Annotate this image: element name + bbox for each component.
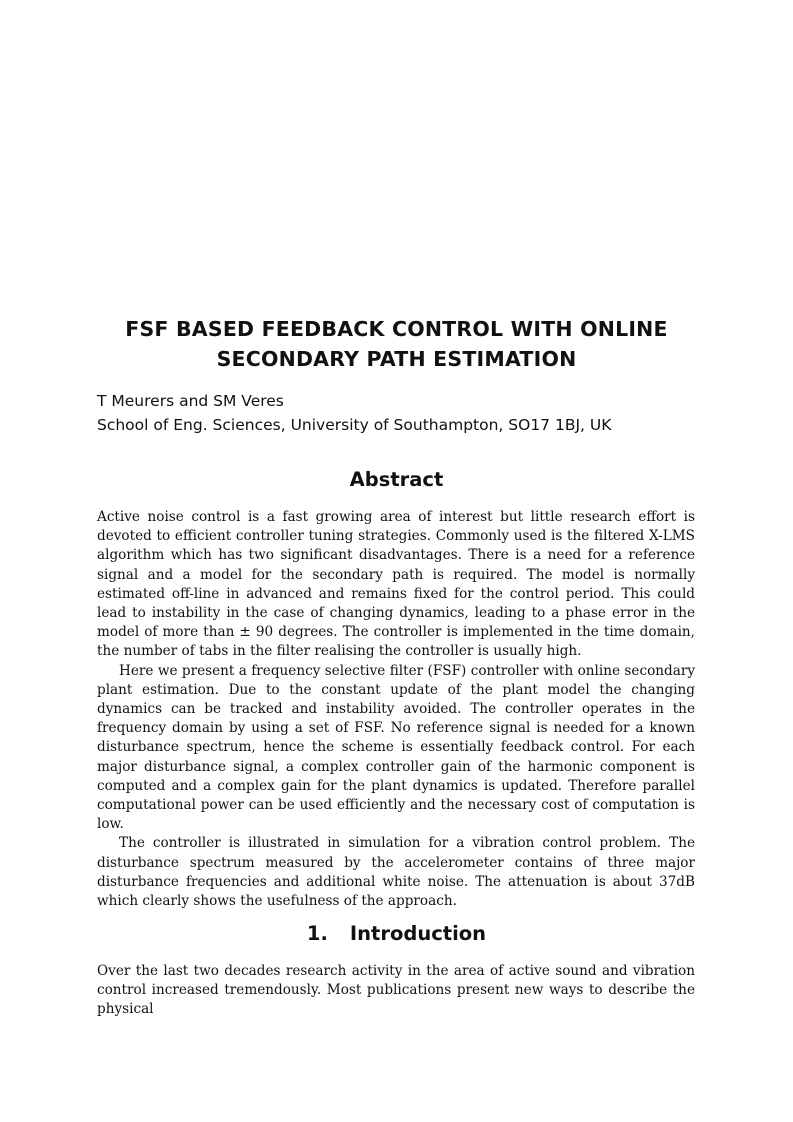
section-title: Introduction — [349, 922, 487, 945]
section-number: 1. — [306, 922, 328, 945]
paper-title — [96, 314, 697, 374]
introduction-body — [97, 962, 695, 1020]
introduction-paragraph: Over the last two decades research activity in the area of active sound and vibration control increased tremendously. Most publications present new ways to describe the physical — [97, 963, 695, 1018]
abstract-body — [97, 508, 695, 911]
authors: T Meurers and SM Veres — [97, 392, 284, 410]
abstract-paragraph-2: Here we present a frequency selective filter (FSF) controller with online secondary plant estimation. Due to the constant update of the plant model the changing dynamics can be tracked and instability avoided. The controller operates in the frequency domain by using a set of FSF. No reference signal is needed for a known disturbance spectrum, hence the scheme is essentially feedback control. For each major disturbance signal, a complex controller gain of the harmonic component is computed and a complex gain for the plant dynamics is updated. Therefore parallel computational power can be used efficiently and the necessary cost of computation is low. — [97, 662, 695, 833]
title-line-1: FSF BASED FEEDBACK CONTROL WITH ONLINE — [125, 317, 668, 341]
author-block — [97, 389, 697, 437]
abstract-heading: Abstract — [349, 468, 444, 491]
title-line-2: SECONDARY PATH ESTIMATION — [216, 347, 577, 371]
section-heading-introduction — [96, 920, 697, 948]
abstract-paragraph-1: Active noise control is a fast growing area of interest but little research effort is devoted to efficient controller tuning strategies. Commonly used is the filtered X-LMS algorithm which has two significant disadvantages. There is a need for a reference signal and a model for the secondary path is required. The model is normally estimated off-line in advanced and remains fixed for the control period. This could lead to instability in the case of changing dynamics, leading to a phase error in the model of more than ± 90 degrees. The controller is implemented in the time domain, the number of tabs in the filter realising the controller is usually high. — [97, 509, 695, 660]
abstract-paragraph-3: The controller is illustrated in simulation for a vibration control problem. The disturbance spectrum measured by the accelerometer contains of three major disturbance frequencies and additional white noise. The attenuation is about 37dB which clearly shows the usefulness of the approach. — [97, 835, 695, 910]
affiliation: School of Eng. Sciences, University of Southampton, SO17 1BJ, UK — [97, 416, 612, 434]
